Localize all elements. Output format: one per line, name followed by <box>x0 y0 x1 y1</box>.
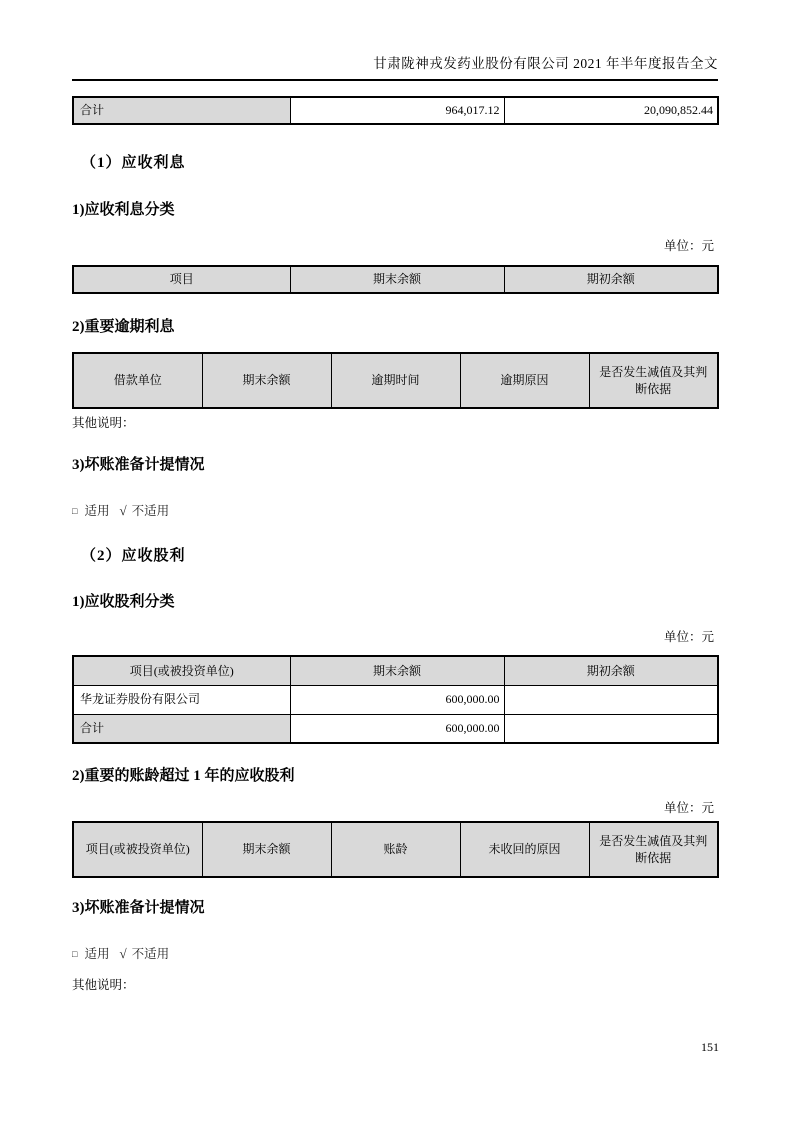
checkmark-icon: √ <box>119 946 127 961</box>
col-header-overdue-time: 逾期时间 <box>331 353 460 408</box>
table-header-row <box>73 353 718 408</box>
interest-overdue-title: 2)重要逾期利息 <box>72 319 175 335</box>
col-header-borrower: 借款单位 <box>73 353 202 408</box>
dividend-classification-table <box>72 655 719 744</box>
section-interest-title: （1）应收利息 <box>81 155 186 171</box>
col-header-end-balance: 期末余额 <box>202 822 331 877</box>
col-header-end-balance: 期末余额 <box>290 266 504 293</box>
total-label-cell: 合计 <box>73 714 290 743</box>
col-header-end-balance: 期末余额 <box>202 353 331 408</box>
company-name-cell: 华龙证券股份有限公司 <box>73 685 290 714</box>
col-header-impairment: 是否发生减值及其判断依据 <box>589 822 718 877</box>
col-header-item: 项目 <box>73 266 290 293</box>
table-header-row <box>73 266 718 293</box>
applicability-line <box>72 944 718 962</box>
not-applicable-label: 不适用 <box>131 947 170 961</box>
total-begin-balance-cell: 20,090,852.44 <box>504 97 718 124</box>
totals-continuation-table <box>72 96 719 125</box>
interest-baddebt-title: 3)坏账准备计提情况 <box>72 457 205 473</box>
dividend-aging-table <box>72 821 719 878</box>
col-header-item: 项目(或被投资单位) <box>73 656 290 685</box>
col-header-end-balance: 期末余额 <box>290 656 504 685</box>
other-note-label: 其他说明： <box>72 978 135 992</box>
table-row <box>73 714 718 743</box>
begin-balance-cell <box>504 685 718 714</box>
col-header-begin-balance: 期初余额 <box>504 656 718 685</box>
col-header-item: 项目(或被投资单位) <box>73 822 202 877</box>
end-balance-cell: 600,000.00 <box>290 685 504 714</box>
total-end-balance-cell: 964,017.12 <box>290 97 504 124</box>
dividend-classification-title: 1)应收股利分类 <box>72 594 175 610</box>
applicable-label: 适用 <box>84 504 110 518</box>
interest-classification-title: 1)应收利息分类 <box>72 202 175 218</box>
table-row <box>73 685 718 714</box>
page-content <box>72 0 718 993</box>
col-header-unrecovered-reason: 未收回的原因 <box>460 822 589 877</box>
table-header-row <box>73 656 718 685</box>
dividend-aging-title: 2)重要的账龄超过 1 年的应收股利 <box>72 768 295 784</box>
col-header-aging: 账龄 <box>331 822 460 877</box>
interest-classification-table <box>72 265 719 294</box>
checkbox-icon: □ <box>72 506 78 516</box>
begin-balance-cell <box>504 714 718 743</box>
dividend-baddebt-title: 3)坏账准备计提情况 <box>72 900 205 916</box>
unit-label: 单位：元 <box>663 630 714 644</box>
applicable-label: 适用 <box>84 947 110 961</box>
checkmark-icon: √ <box>119 503 127 518</box>
page-number: 151 <box>701 1040 719 1054</box>
total-label-cell: 合计 <box>73 97 290 124</box>
other-note-label: 其他说明： <box>72 416 135 430</box>
checkbox-icon: □ <box>72 949 78 959</box>
section-dividend-title: （2）应收股利 <box>81 548 186 564</box>
applicability-line <box>72 501 718 519</box>
report-header-title: 甘肃陇神戎发药业股份有限公司 2021 年半年度报告全文 <box>72 52 718 81</box>
table-row <box>73 97 718 124</box>
table-header-row <box>73 822 718 877</box>
end-balance-cell: 600,000.00 <box>290 714 504 743</box>
unit-label: 单位：元 <box>663 239 714 253</box>
col-header-impairment: 是否发生减值及其判断依据 <box>589 353 718 408</box>
interest-overdue-table <box>72 352 719 409</box>
unit-label: 单位：元 <box>663 801 714 815</box>
col-header-begin-balance: 期初余额 <box>504 266 718 293</box>
col-header-overdue-reason: 逾期原因 <box>460 353 589 408</box>
not-applicable-label: 不适用 <box>131 504 170 518</box>
